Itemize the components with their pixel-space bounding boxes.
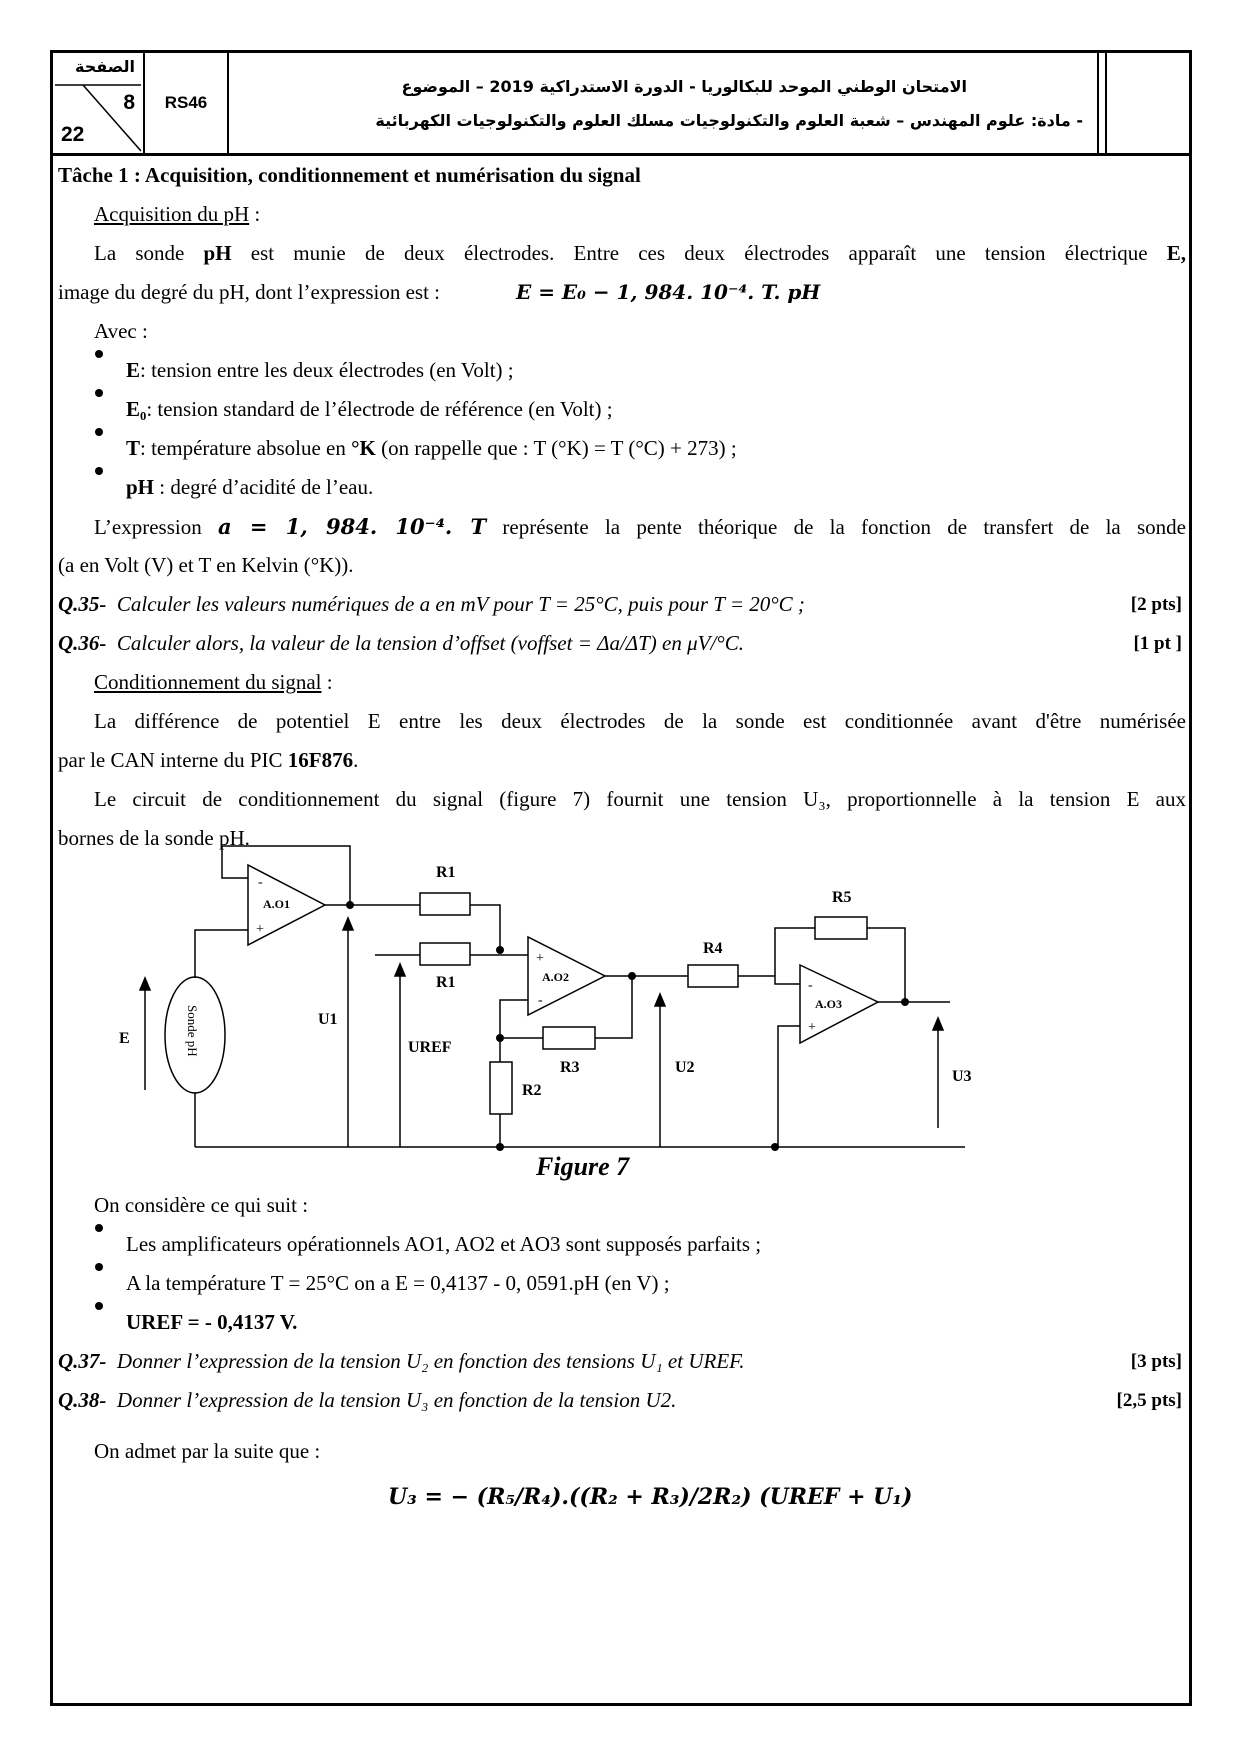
- resistor-r5: [815, 917, 867, 939]
- bullet-T-term: T: [126, 436, 141, 460]
- q36-text: Calculer alors, la valeur de la tension d’offset (voffset = Δa/ΔT) en μV/°C.: [116, 631, 744, 655]
- ao1-minus: -: [258, 875, 263, 890]
- uref-label: UREF: [408, 1039, 452, 1056]
- p2-formula: a = 1, 984. 10⁻⁴. T: [217, 514, 487, 539]
- paragraph-1-line2: image du degré du pH, dont l’expression est :: [58, 280, 440, 304]
- r3-label: R3: [560, 1059, 580, 1076]
- paragraph-4-line1: Le circuit de conditionnement du signal (figure 7) fournit une tension U₃, proportionnelle à la tension E aux: [94, 787, 1186, 811]
- ao1-plus: +: [256, 922, 264, 937]
- question-37: [58, 1342, 745, 1381]
- p2-a: L’expression: [94, 515, 218, 539]
- q36-number: Q.36-: [58, 631, 107, 655]
- ao2-label: A.O2: [542, 970, 569, 984]
- bullet-uref: UREF = - 0,4137 V.: [126, 1310, 298, 1334]
- p1-a: La sonde: [94, 241, 204, 265]
- bullet-dot: [95, 1224, 103, 1232]
- p3-c: .: [353, 748, 359, 772]
- bullet-E0-term: E₀: [126, 397, 147, 421]
- bullet-E-term: E: [126, 358, 141, 382]
- final-formula: U₃ = − (R₅/R₄).((R₂ + R₃)/2R₂) (UREF + U₁): [388, 1484, 913, 1510]
- acquisition-colon: :: [249, 202, 261, 226]
- r4-label: R4: [703, 940, 723, 957]
- p1-c: est munie de deux électrodes. Entre ces deux électrodes apparaît une tension électrique: [231, 241, 1167, 265]
- u3-label: U3: [952, 1068, 972, 1085]
- bullet-T-text: : température absolue en: [140, 436, 352, 460]
- r1-top-label: R1: [436, 864, 456, 881]
- avec-label: Avec :: [94, 319, 148, 343]
- figure-caption: Figure 7: [536, 1152, 630, 1181]
- resistor-r4: [688, 965, 738, 987]
- bullet-pH-text: : degré d’acidité de l’eau.: [154, 475, 374, 499]
- bullet-pH-term: pH: [126, 475, 155, 499]
- q35-text: Calculer les valeurs numériques de a en mV pour T = 25°C, puis pour T = 20°C ;: [116, 592, 805, 616]
- exam-title-line2: - مادة: علوم المهندس – شعبة العلوم والتكنولوجيات مسلك العلوم والتكنولوجيات الكهربائية: [375, 111, 1083, 130]
- q35-points: [2 pts]: [1130, 594, 1182, 615]
- p3-a: par le CAN interne du PIC: [58, 748, 288, 772]
- page-total: 22: [61, 123, 85, 146]
- ao3-plus: +: [808, 1020, 816, 1035]
- page-number: 8: [123, 91, 135, 114]
- resistor-r1-bottom: [420, 943, 470, 965]
- q37-text: Donner l’expression de la tension U₂ en fonction des tensions U₁ et UREF.: [116, 1349, 745, 1373]
- bullet-T-unit: °K: [351, 436, 376, 460]
- bullet-dot: [95, 1302, 103, 1310]
- resistor-r2: [490, 1062, 512, 1114]
- q38-text: Donner l’expression de la tension U₃ en fonction de la tension U2.: [116, 1388, 677, 1412]
- bullet-temperature: A la température T = 25°C on a E = 0,4137 - 0, 0591.pH (en V) ;: [126, 1271, 670, 1295]
- paragraph-2-line2: (a en Volt (V) et T en Kelvin (°K)).: [58, 553, 354, 577]
- sonde-label: Sonde pH: [185, 1005, 200, 1057]
- ao2-minus: -: [538, 993, 543, 1008]
- resistor-r1-top: [420, 893, 470, 915]
- conditioning-colon: :: [321, 670, 333, 694]
- conditioning-heading-text: Conditionnement du signal: [94, 670, 322, 694]
- q38-number: Q.38-: [58, 1388, 107, 1412]
- subject-code: RS46: [145, 53, 229, 153]
- page-label: الصفحة: [74, 57, 135, 76]
- task-title: Tâche 1 : Acquisition, conditionnement et numérisation du signal: [58, 163, 641, 187]
- exam-title-line1: الامتحان الوطني الموحد للبكالوريا - الدورة الاستدراكية 2019 – الموضوع: [401, 77, 967, 96]
- q37-number: Q.37-: [58, 1349, 107, 1373]
- r1-bottom-label: R1: [436, 974, 456, 991]
- admet-label: On admet par la suite que :: [94, 1439, 321, 1463]
- bullet-T-text2: (on rappelle que : T (°K) = T (°C) + 273) ;: [375, 436, 737, 460]
- ao3-label: A.O3: [815, 997, 842, 1011]
- p3-pic: 16F876: [287, 748, 354, 772]
- r5-label: R5: [832, 889, 852, 906]
- formula-E: E = E₀ − 1, 984. 10⁻⁴. T. pH: [516, 280, 821, 304]
- q35-number: Q.35-: [58, 592, 107, 616]
- question-38: [58, 1381, 676, 1420]
- p1-b: pH: [203, 241, 232, 265]
- resistor-r3: [543, 1027, 595, 1049]
- q36-points: [1 pt ]: [1133, 633, 1182, 654]
- bullet-opamps: Les amplificateurs opérationnels AO1, AO2 et AO3 sont supposés parfaits ;: [126, 1232, 762, 1256]
- bullet-E-text: : tension entre les deux électrodes (en Volt) ;: [140, 358, 514, 382]
- q37-points: [3 pts]: [1130, 1351, 1182, 1372]
- u1-label: U1: [318, 1011, 338, 1028]
- acquisition-heading-text: Acquisition du pH: [94, 202, 250, 226]
- r2-label: R2: [522, 1082, 542, 1099]
- q38-points: [2,5 pts]: [1116, 1390, 1182, 1411]
- ao3-minus: -: [808, 978, 813, 993]
- p2-b: représente la pente théorique de la fonction de transfert de la sonde: [486, 515, 1186, 539]
- u2-label: U2: [675, 1059, 695, 1076]
- paragraph-4-line2: bornes de la sonde pH.: [58, 826, 250, 850]
- p1-d: E,: [1166, 241, 1186, 265]
- e-voltage-label: E: [119, 1030, 130, 1047]
- bullet-E0-text: : tension standard de l’électrode de référence (en Volt) ;: [146, 397, 613, 421]
- bullet-dot: [95, 1263, 103, 1271]
- ao1-label: A.O1: [263, 897, 290, 911]
- considere-label: On considère ce qui suit :: [94, 1193, 309, 1217]
- ao2-plus: +: [536, 951, 544, 966]
- paragraph-3-line1: La différence de potentiel E entre les deux électrodes de la sonde est conditionnée avant d'être numérisée: [94, 709, 1186, 733]
